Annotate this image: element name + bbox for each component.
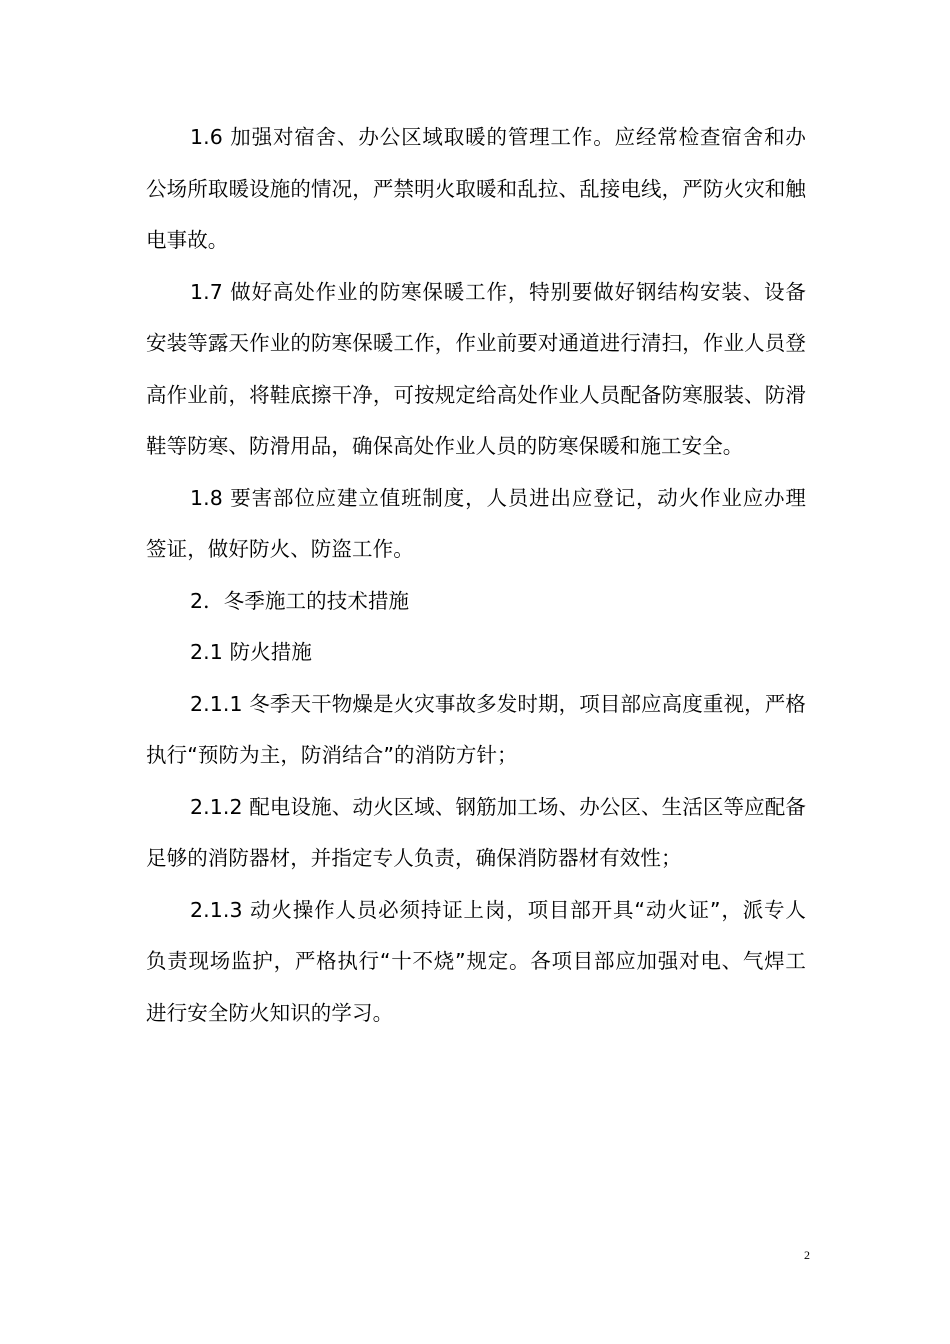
paragraph-2-1-1: 2.1.1 冬季天干物燥是火灾事故多发时期，项目部应高度重视，严格执行“预防为主，防消结合”的消防方针； bbox=[146, 691, 806, 767]
paragraph-1-7: 1.7 做好高处作业的防寒保暖工作，特别要做好钢结构安装、设备安装等露天作业的防寒保暖工作，作业前要对通道进行清扫，作业人员登高作业前，将鞋底擦干净，可按规定给高处作业人员配备防寒服装、防滑鞋等防寒、防滑用品，确保高处作业人员的防寒保暖和施工安全。 bbox=[146, 279, 806, 458]
document-body bbox=[146, 112, 806, 1039]
paragraph-2-1-2: 2.1.2 配电设施、动火区域、钢筋加工场、办公区、生活区等应配备足够的消防器材，并指定专人负责，确保消防器材有效性； bbox=[146, 794, 806, 870]
paragraph-1-8: 1.8 要害部位应建立值班制度，人员进出应登记，动火作业应办理签证，做好防火、防盗工作。 bbox=[146, 485, 806, 561]
paragraph-1-6: 1.6 加强对宿舍、办公区域取暖的管理工作。应经常检查宿舍和办公场所取暖设施的情况，严禁明火取暖和乱拉、乱接电线，严防火灾和触电事故。 bbox=[146, 125, 806, 252]
subsection-heading-2-1: 2.1 防火措施 bbox=[190, 640, 312, 664]
paragraph-2-1-3: 2.1.3 动火操作人员必须持证上岗，项目部开具“动火证”，派专人负责现场监护，严格执行“十不烧”规定。各项目部应加强对电、气焊工进行安全防火知识的学习。 bbox=[146, 897, 806, 1025]
section-heading-2: 2．冬季施工的技术措施 bbox=[190, 588, 410, 613]
page-number: 2 bbox=[804, 1248, 810, 1262]
